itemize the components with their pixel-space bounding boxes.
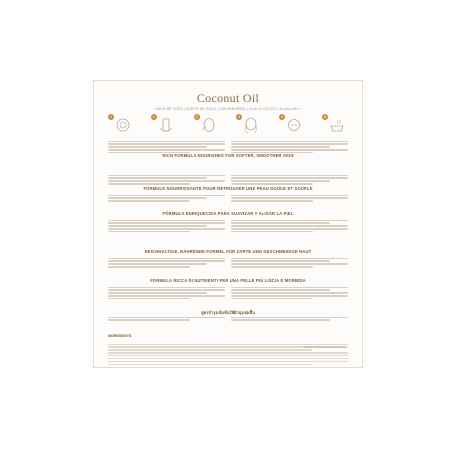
step-2 — [151, 114, 177, 136]
section-title: FÓRMULA ENRIQUECIDA PARA SUAVIZAR Y ALISAR LA PIEL — [162, 211, 294, 216]
section-body — [108, 315, 348, 322]
section-german — [108, 249, 348, 269]
makeup-remover-icon — [285, 116, 303, 134]
step-number: 3 — [195, 114, 198, 119]
section-body — [108, 193, 348, 203]
section-body — [108, 285, 348, 301]
hand-pump-icon — [157, 116, 175, 134]
step-5 — [279, 114, 305, 136]
step-number: 4 — [238, 114, 241, 119]
section-title: REICHHALTIGE, NÄHRENDE FORMEL FÜR ZARTE UND GESCHMEIDIGE HAUT — [144, 249, 312, 254]
section-title: FORMULA RICCA DI NUTRIENTI PER UNA PELLE PIÙ LISCIA E MORBIDA — [150, 278, 306, 283]
section-body — [108, 256, 348, 269]
section-thai — [108, 315, 348, 322]
usage-steps — [108, 114, 348, 136]
section-title: FORMULE NOURRISSANTE POUR RETROUVER UNE PEAU DOUCE ET SOUPLE — [143, 186, 313, 192]
step-number: 6 — [323, 114, 327, 119]
step-number: 5 — [281, 114, 284, 119]
step-4 — [236, 114, 262, 136]
bath-icon — [328, 116, 346, 134]
section-english — [108, 139, 348, 160]
section-title: RICH FORMULA NOURISHES FOR SOFTER, SMOOTHER SKIN — [162, 152, 294, 158]
ingredients-label: INGREDIENTS: — [108, 334, 133, 338]
product-subtitle: HUILE DE COCO | ACEITE DE COCO | KOKOSNUSSÖL | OLIO DI COCCO | น้ำมันมะพร้าว — [155, 107, 301, 111]
coconut-icon — [114, 116, 132, 134]
section-body — [108, 173, 348, 186]
section-spanish — [108, 211, 348, 234]
section-thai-title: สูตรบำรุงเข้มข้นให้ผิวนุ่มชุ่มชื้น — [201, 310, 255, 315]
website-url: WWW.TOSOWOONG.COM — [303, 345, 346, 349]
section-body — [108, 218, 348, 234]
step-6 — [322, 114, 348, 136]
step-1 — [108, 114, 134, 136]
product-title: Coconut Oil — [196, 91, 260, 105]
section-italian — [108, 278, 348, 301]
product-insert-card — [93, 80, 363, 368]
step-number: 2 — [152, 114, 155, 119]
section-french — [108, 173, 348, 203]
massage-face-icon — [200, 116, 218, 134]
step-number: 1 — [109, 114, 113, 119]
step-3 — [194, 114, 220, 136]
hair-icon — [242, 116, 260, 134]
